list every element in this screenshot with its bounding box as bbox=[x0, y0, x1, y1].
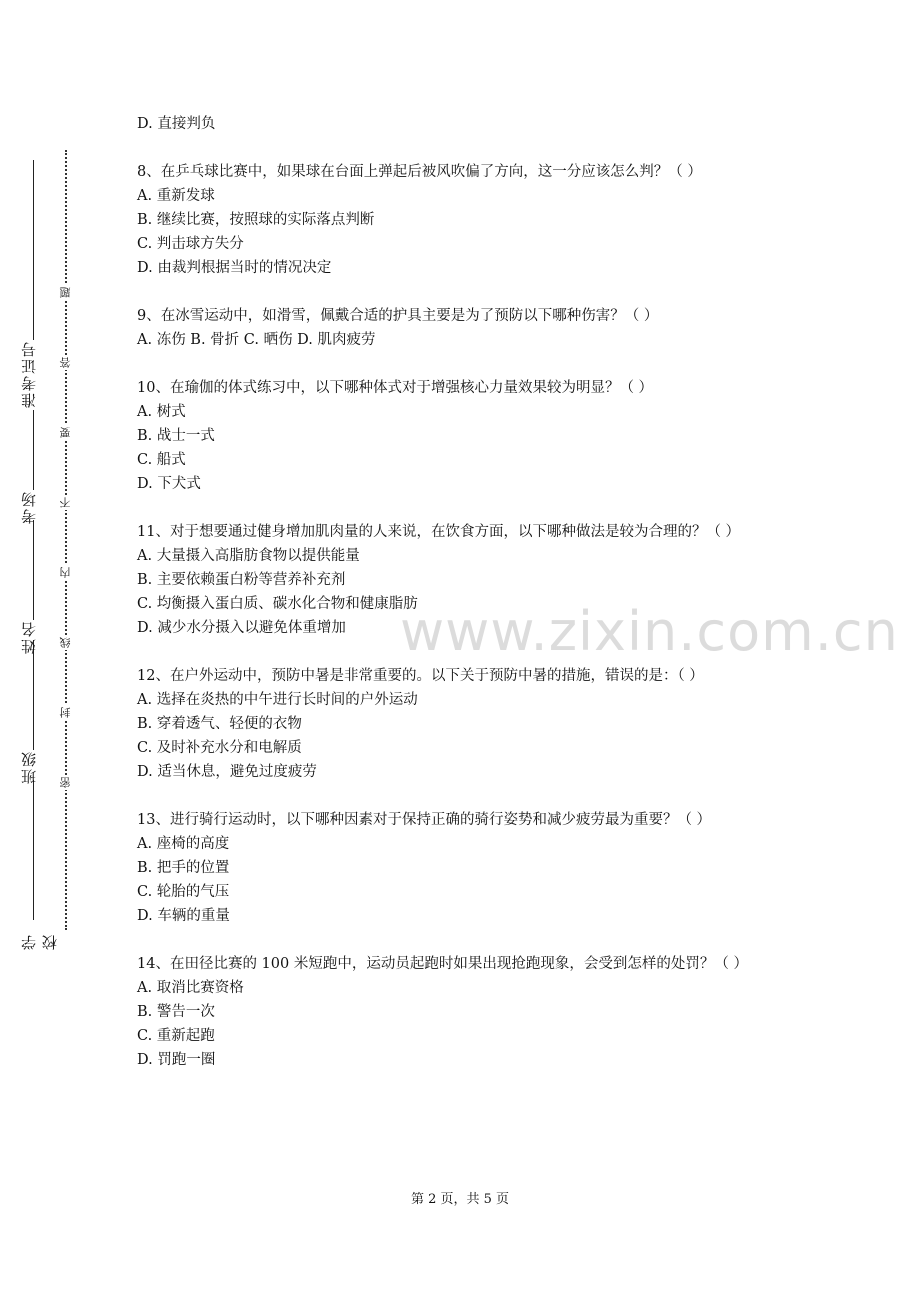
option: A. 冻伤 B. 骨折 C. 晒伤 D. 肌肉疲劳 bbox=[137, 332, 376, 348]
name-label: 姓名 bbox=[20, 620, 38, 654]
question-stem: 9、在冰雪运动中，如滑雪，佩戴合适的护具主要是为了预防以下哪种伤害？（ ） bbox=[137, 308, 659, 324]
option: C. 及时补充水分和电解质 bbox=[137, 740, 302, 756]
exam-room-underline bbox=[33, 410, 34, 490]
question-stem: 11、对于想要通过健身增加肌肉量的人来说，在饮食方面，以下哪种做法是较为合理的？（ ） bbox=[137, 524, 741, 540]
option: A. 重新发球 bbox=[137, 188, 215, 204]
seal-char: 封 bbox=[59, 707, 72, 718]
question-stem: 12、在户外运动中，预防中暑是非常重要的。以下关于预防中暑的措施，错误的是：（ ） bbox=[137, 668, 704, 684]
option: B. 穿着透气、轻便的衣物 bbox=[137, 716, 302, 732]
seal-char: 要 bbox=[59, 427, 72, 438]
option: D. 车辆的重量 bbox=[137, 908, 230, 924]
option: A. 大量摄入高脂肪食物以提供能量 bbox=[137, 548, 360, 564]
question-13 bbox=[137, 808, 787, 928]
option: B. 战士一式 bbox=[137, 428, 215, 444]
option: C. 均衡摄入蛋白质、碳水化合物和健康脂肪 bbox=[137, 596, 418, 612]
option: B. 警告一次 bbox=[137, 1004, 215, 1020]
question-8 bbox=[137, 160, 787, 280]
seal-char: 密 bbox=[59, 777, 72, 788]
question-stem: 14、在田径比赛的 100 米短跑中，运动员起跑时如果出现抢跑现象，会受到怎样的处罚？（ ） bbox=[137, 956, 748, 972]
option: B. 主要依赖蛋白粉等营养补充剂 bbox=[137, 572, 346, 588]
seal-char: 题 bbox=[59, 287, 72, 298]
question-10 bbox=[137, 376, 787, 496]
name-field bbox=[18, 520, 44, 670]
questions-area bbox=[137, 112, 787, 1096]
question-14 bbox=[137, 952, 787, 1072]
option: B. 继续比赛，按照球的实际落点判断 bbox=[137, 212, 375, 228]
exam-id-field bbox=[18, 160, 44, 420]
option: D. 适当休息，避免过度疲劳 bbox=[137, 764, 317, 780]
option: C. 轮胎的气压 bbox=[137, 884, 230, 900]
exam-id-underline bbox=[33, 160, 34, 340]
seal-char: 线 bbox=[59, 637, 72, 648]
option: D. 下犬式 bbox=[137, 476, 201, 492]
option: A. 座椅的高度 bbox=[137, 836, 230, 852]
question-stem: 10、在瑜伽的体式练习中，以下哪种体式对于增强核心力量效果较为明显？（ ） bbox=[137, 380, 654, 396]
school-field bbox=[18, 780, 59, 950]
carry-over-block bbox=[137, 112, 787, 136]
question-stem: 13、进行骑行运动时，以下哪种因素对于保持正确的骑行姿势和减少疲劳最为重要？（ ） bbox=[137, 812, 712, 828]
class-label: 班级 bbox=[20, 750, 38, 784]
seal-char: 答 bbox=[59, 357, 72, 368]
option: D. 罚跑一圈 bbox=[137, 1052, 216, 1068]
option: D. 由裁判根据当时的情况决定 bbox=[137, 260, 332, 276]
seal-char: 内 bbox=[59, 567, 72, 578]
option: A. 选择在炎热的中午进行长时间的户外运动 bbox=[137, 692, 418, 708]
option: A. 取消比赛资格 bbox=[137, 980, 244, 996]
exam-id-label: 准考证号 bbox=[20, 340, 38, 408]
option: B. 把手的位置 bbox=[137, 860, 230, 876]
question-9 bbox=[137, 304, 787, 352]
school-underline bbox=[33, 780, 34, 920]
seal-dotted-line bbox=[65, 150, 67, 930]
option: A. 树式 bbox=[137, 404, 186, 420]
option: D. 减少水分摄入以避免体重增加 bbox=[137, 620, 346, 636]
carry-over-option: D. 直接判负 bbox=[137, 116, 216, 132]
exam-room-field bbox=[18, 410, 44, 540]
question-12 bbox=[137, 664, 787, 784]
watermark: www.zixin.com.cn bbox=[400, 600, 899, 663]
question-stem: 8、在乒乓球比赛中，如果球在台面上弹起后被风吹偏了方向，这一分应该怎么判？（ ） bbox=[137, 164, 702, 180]
exam-room-label: 考场 bbox=[20, 490, 38, 524]
page-footer: 第 2 页，共 5 页 bbox=[410, 1192, 510, 1207]
option: C. 重新起跑 bbox=[137, 1028, 215, 1044]
question-11 bbox=[137, 520, 787, 640]
option: C. 船式 bbox=[137, 452, 186, 468]
option: C. 判击球方失分 bbox=[137, 236, 244, 252]
school-label: 学校 bbox=[20, 933, 59, 950]
seal-char: 不 bbox=[59, 497, 72, 508]
binding-margin bbox=[0, 140, 110, 960]
